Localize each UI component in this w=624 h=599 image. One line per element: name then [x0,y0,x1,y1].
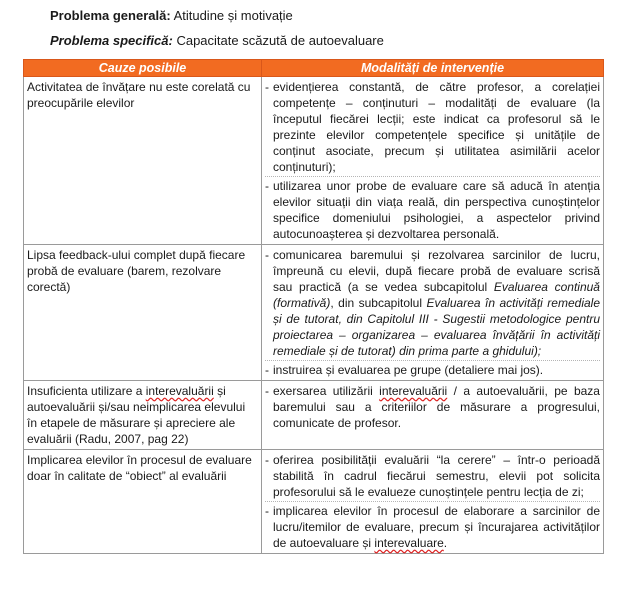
intervention-item: - comunicarea baremului și rezolvarea sarcinilor de lucru, împreună cu elevii, după fiecare probă de evaluare scrisă sau practică (a se vedea subcapitolul Evaluarea continuă (formativă), din subcapitolul Evaluarea în activități remediale și de tutorat, din Capitolul III - Sugestii metodologice pentru proiectarea – organizarea – evaluarea învățării în activități remediale și de tutorat) din prima parte a ghidului); [265,248,601,358]
intervention-item: - utilizarea unor probe de evaluare care să aducă în atenția elevilor situații din viața reală, din perspectiva cunoștințelor specifice domeniului psihologiei, a aspectelor privind autocunoașterea și dezvoltarea personală. [265,176,600,242]
intervention-cell [262,245,604,381]
cause-cell: Insuficienta utilizare a interevaluării și autoevaluării și/sau neimplicarea elevului în etapele de măsurare și apreciere ale evaluării (Radu, 2007, pag 22) [24,381,262,450]
table-row [24,381,604,450]
general-problem [50,8,293,24]
table-header-row [24,60,604,77]
cause-cell: Lipsa feedback-ului complet după fiecare probă de evaluare (barem, rezolvare corectă) [24,245,262,381]
intervention-cell [262,77,604,245]
intervention-item: - implicarea elevilor în procesul de elaborare a sarcinilor de lucru/itemilor de evaluare, precum și încurajarea activităților de autoevaluare și interevaluare. [265,501,600,551]
intervention-cell [262,381,604,450]
table-row [24,77,604,245]
column-header-interventions: Modalități de intervenție [262,60,604,77]
intervention-item: - oferirea posibilității evaluării “la cerere” – într-o perioadă stabilită în cadrul fiecărui semestru, elevii pot solicita profesorului să le evalueze cunoștințele pentru lecția de zi; [265,453,600,499]
intervention-item: - exersarea utilizării interevaluării / a autoevaluării, pe baza baremului sau a criteriilor de măsurare a progresului, comunicate de profesor. [265,384,600,430]
intervention-item: - instruirea și evaluarea pe grupe (detaliere mai jos). [265,360,600,378]
intervention-table [23,59,604,554]
table-row [24,245,604,381]
column-header-causes: Cauze posibile [24,60,262,77]
specific-problem-value: Capacitate scăzută de autoevaluare [176,33,384,48]
specific-problem-label: Problema specifică: [50,33,173,48]
intervention-item: - evidențierea constantă, de către profesor, a corelației competențe – conținuturi – modalități de evaluare (la începutul fiecărei lecții; este indicat ca profesorul să le prezinte elevilor competențele specifice și unitățile de conținut asociate, precum și utilitatea asimilării acelor conținuturi); [265,80,600,174]
cause-cell: Activitatea de învățare nu este corelată cu preocupările elevilor [24,77,262,245]
specific-problem [50,33,384,49]
table-row [24,450,604,554]
general-problem-label: Problema generală: [50,8,171,23]
cause-cell: Implicarea elevilor în procesul de evaluare doar în calitate de “obiect” al evaluării [24,450,262,554]
intervention-cell [262,450,604,554]
general-problem-value: Atitudine și motivație [173,8,293,23]
